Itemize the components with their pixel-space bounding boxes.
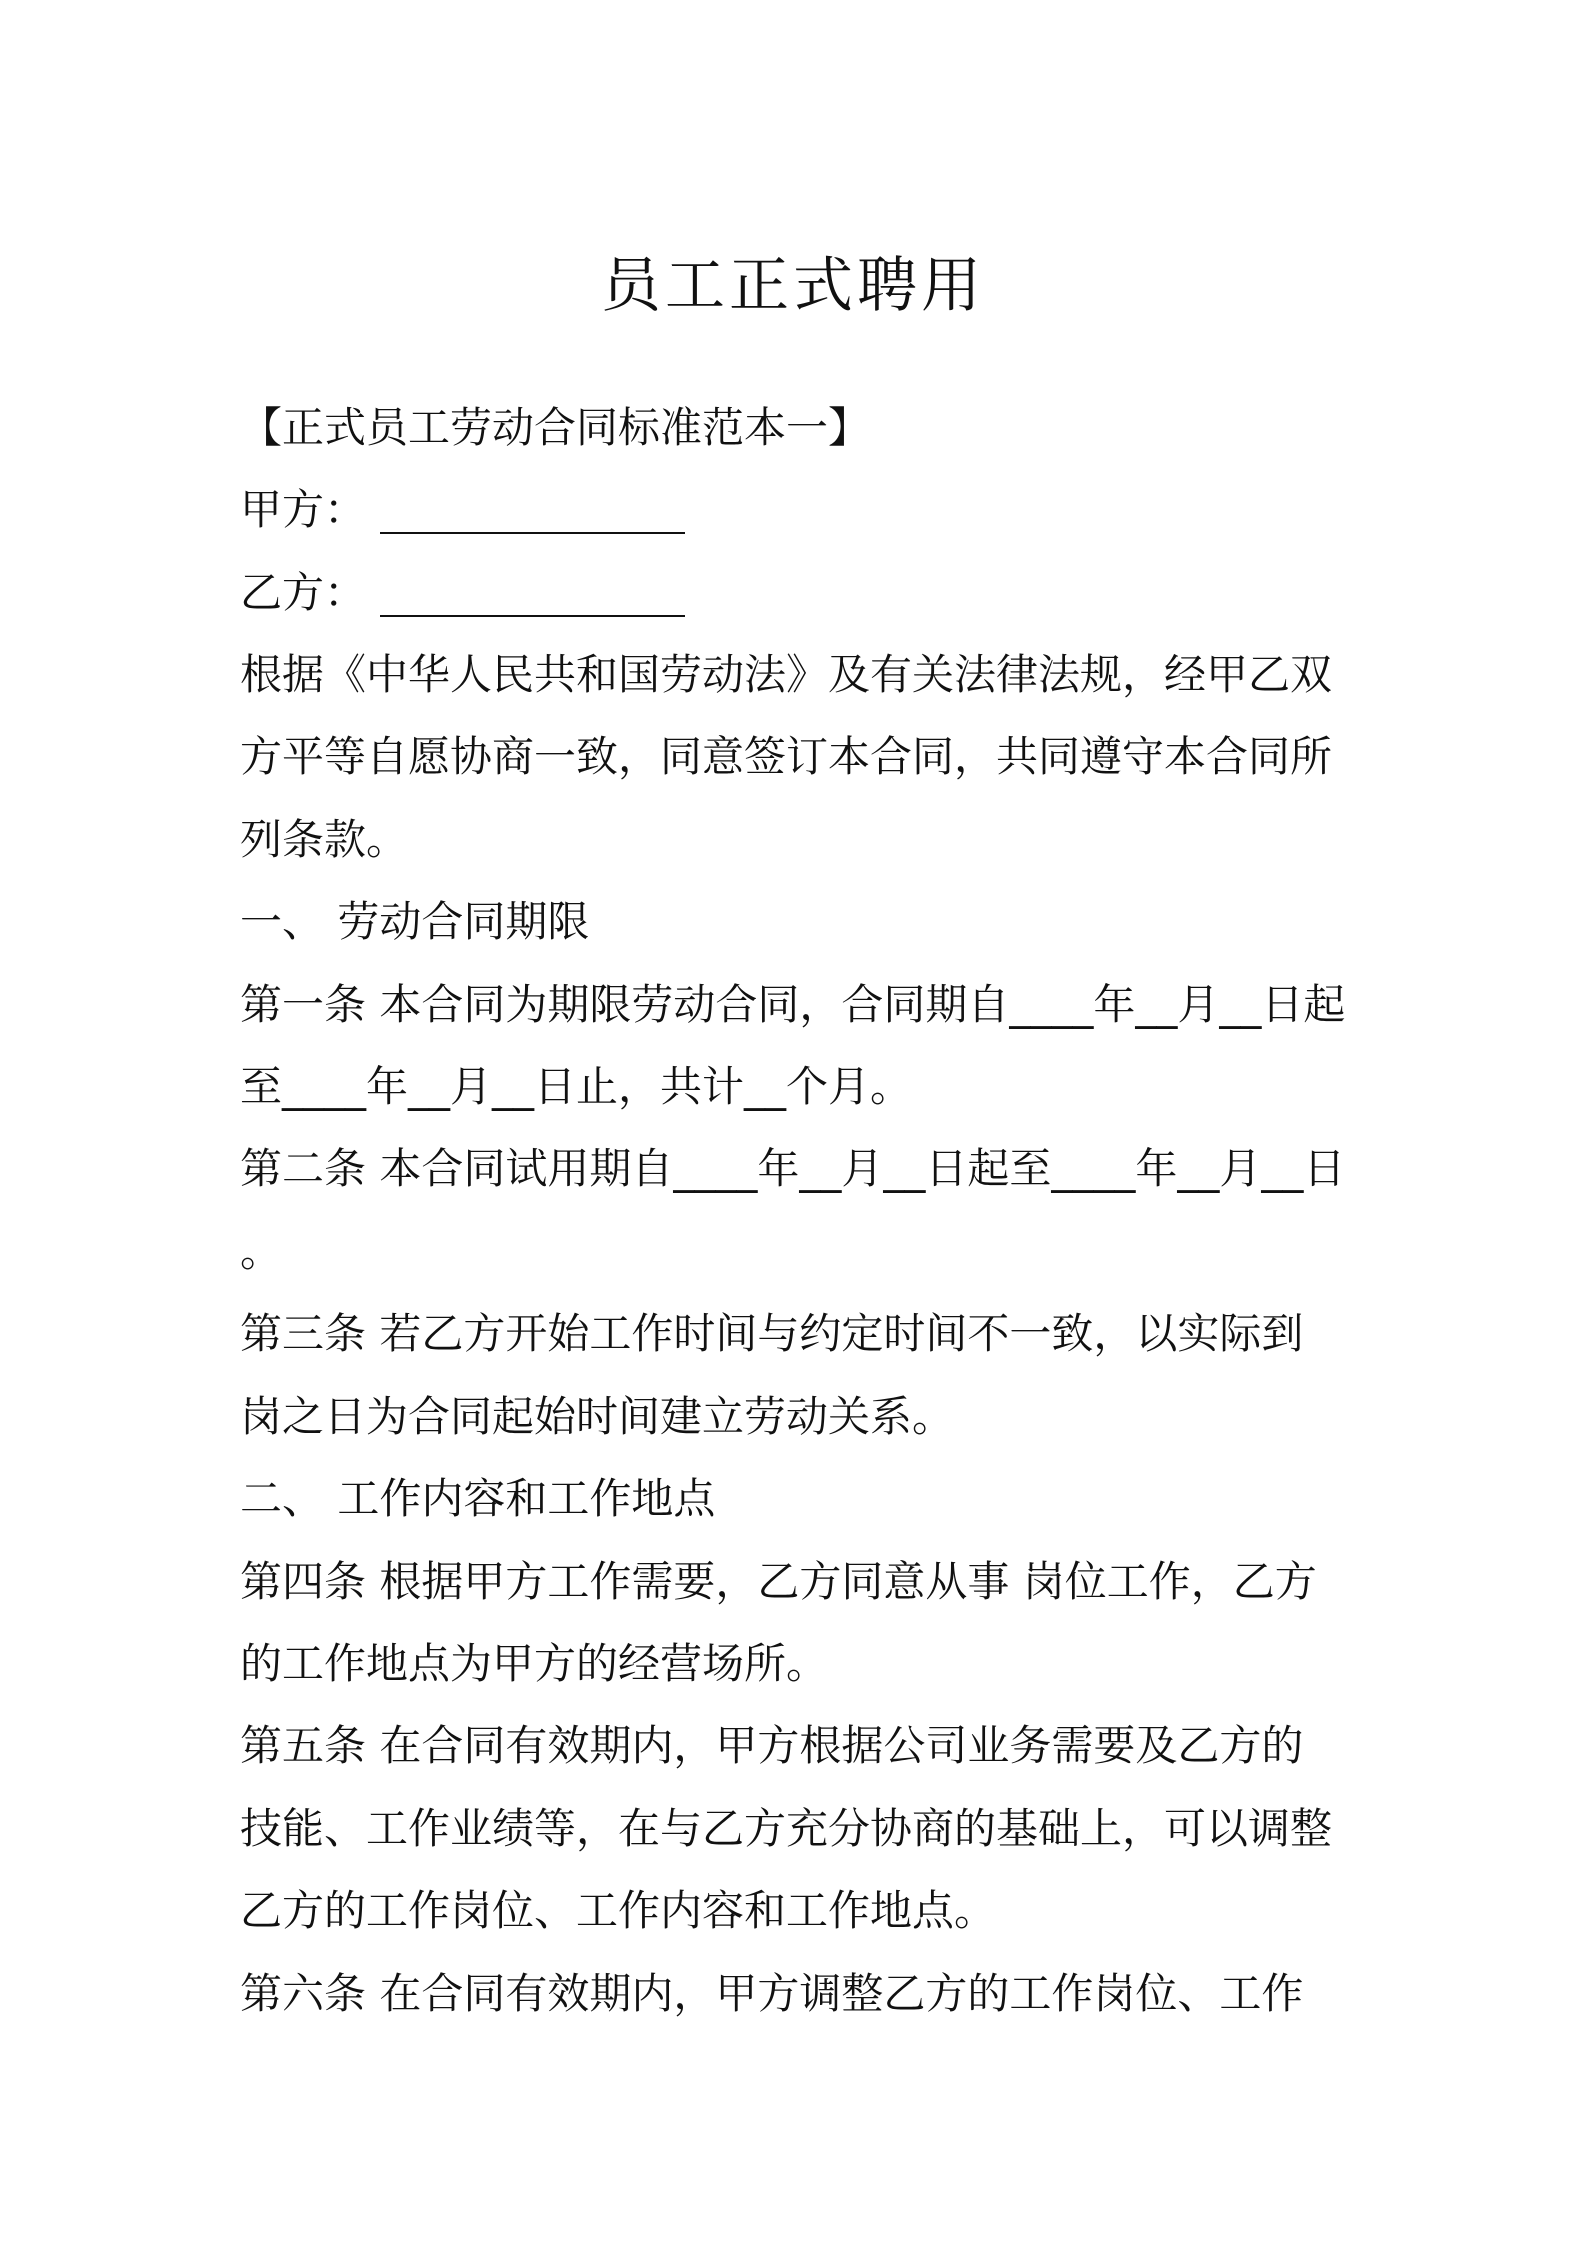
article-line: 第四条 根据甲方工作需要，乙方同意从事 岗位工作，乙方 <box>240 1557 1317 1606</box>
article-line: 岗之日为合同起始时间建立劳动关系。 <box>240 1392 955 1441</box>
article-line: 第五条 在合同有效期内，甲方根据公司业务需要及乙方的 <box>240 1721 1304 1770</box>
party-b-blank <box>380 571 685 617</box>
article-line: 。 <box>240 1227 283 1276</box>
article-line: 第二条 本合同试用期自____年__月__日起至____年__月__日 <box>240 1144 1346 1193</box>
section-heading: 二、 工作内容和工作地点 <box>240 1474 716 1523</box>
document-subtitle: 【正式员工劳动合同标准范本一】 <box>240 403 871 452</box>
section-heading: 一、 劳动合同期限 <box>240 897 590 946</box>
page-title: 员工正式聘用 <box>601 251 985 321</box>
article-line: 第一条 本合同为期限劳动合同，合同期自____年__月__日起 <box>240 980 1346 1029</box>
party-b-label: 乙方： <box>240 568 367 617</box>
paragraph-line: 方平等自愿协商一致，同意签订本合同，共同遵守本合同所 <box>240 732 1333 781</box>
article-line: 第三条 若乙方开始工作时间与约定时间不一致，以实际到 <box>240 1309 1304 1358</box>
paragraph-line: 根据《中华人民共和国劳动法》及有关法律法规，经甲乙双 <box>240 650 1333 699</box>
article-line: 至____年__月__日止，共计__个月。 <box>240 1062 913 1111</box>
article-line: 第六条 在合同有效期内，甲方调整乙方的工作岗位、工作 <box>240 1969 1304 2018</box>
paragraph-line: 列条款。 <box>240 815 409 864</box>
party-a-line <box>240 480 1355 540</box>
party-a-label: 甲方： <box>240 485 367 534</box>
article-line: 技能、工作业绩等，在与乙方充分协商的基础上，可以调整 <box>240 1804 1333 1853</box>
article-line: 乙方的工作岗位、工作内容和工作地点。 <box>240 1886 997 1935</box>
article-line: 的工作地点为甲方的经营场所。 <box>240 1639 829 1688</box>
party-b-line <box>240 563 1355 623</box>
party-a-blank <box>380 488 685 534</box>
